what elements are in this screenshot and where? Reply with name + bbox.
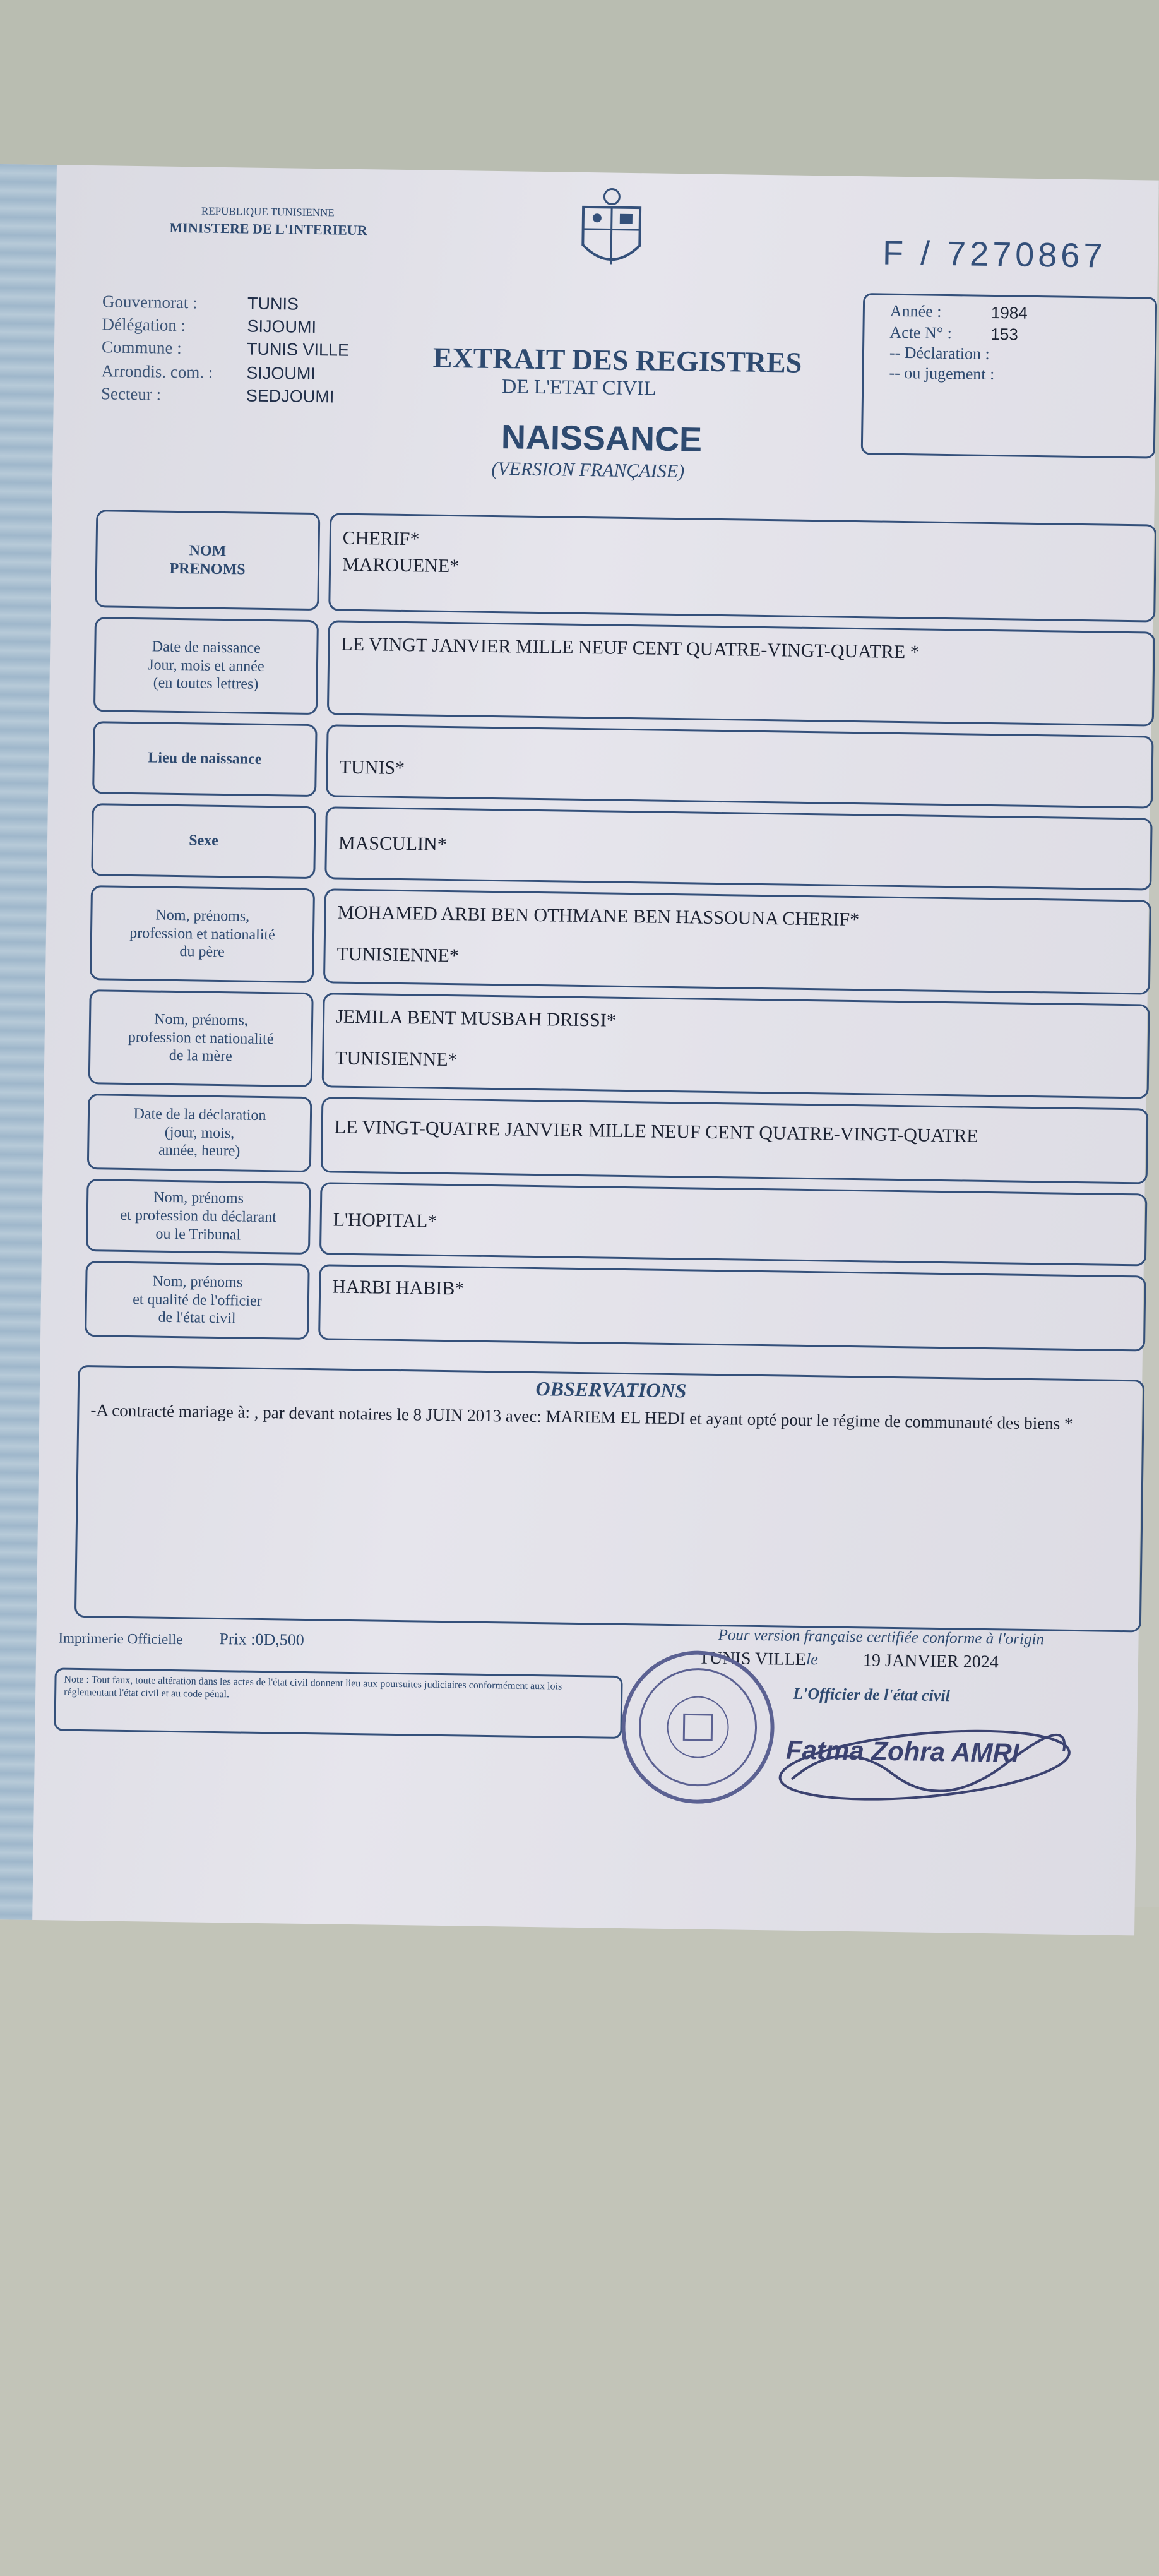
signatory-name: Fatma Zohra AMRI bbox=[785, 1734, 1019, 1768]
background-top bbox=[0, 0, 1159, 189]
admin-label: Gouvernorat : bbox=[102, 292, 198, 313]
prix-label: Prix :0D,500 bbox=[219, 1630, 304, 1649]
admin-row bbox=[102, 314, 316, 337]
field-value bbox=[318, 1264, 1146, 1351]
admin-row bbox=[102, 337, 349, 360]
value-line: TUNIS* bbox=[339, 756, 405, 779]
value-line: MAROUENE* bbox=[342, 554, 460, 577]
field-value bbox=[319, 1182, 1147, 1266]
document-title: EXTRAIT DES REGISTRES bbox=[432, 341, 802, 379]
field-label: Date de la déclaration (jour, mois, année, heure) bbox=[87, 1094, 312, 1172]
tunisia-emblem-icon bbox=[576, 185, 647, 275]
field-value bbox=[326, 724, 1153, 808]
official-stamp-icon bbox=[615, 1644, 782, 1811]
admin-value: SEDJOUMI bbox=[246, 386, 335, 407]
field-label: NOM PRENOMS bbox=[95, 510, 320, 611]
field-row-sexe bbox=[91, 803, 1152, 890]
document-subtitle: DE L'ETAT CIVIL bbox=[501, 374, 657, 400]
serial-number: F / 7270867 bbox=[882, 234, 1107, 275]
field-label: Nom, prénoms et profession du déclarant ou le Tribunal bbox=[86, 1179, 311, 1255]
document-version: (VERSION FRANÇAISE) bbox=[491, 458, 685, 482]
republic-label: REPUBLIQUE TUNISIENNE bbox=[201, 205, 335, 219]
observations-box bbox=[74, 1365, 1144, 1633]
field-label: Date de naissance Jour, mois et année (en toutes lettres) bbox=[93, 617, 319, 715]
value-line: MOHAMED ARBI BEN OTHMANE BEN HASSOUNA CHERIF* bbox=[337, 902, 860, 931]
observations-title: OBSERVATIONS bbox=[535, 1377, 687, 1402]
field-label: Nom, prénoms et qualité de l'officier de l'état civil bbox=[85, 1261, 310, 1340]
field-value bbox=[323, 888, 1151, 994]
field-value bbox=[324, 806, 1152, 890]
acte-box bbox=[861, 293, 1158, 458]
declaration-label: -- Déclaration : bbox=[889, 343, 990, 363]
field-row-date-naissance bbox=[93, 617, 1155, 726]
imprimerie-label: Imprimerie Officielle bbox=[58, 1630, 183, 1648]
value-line: L'HOPITAL* bbox=[333, 1209, 437, 1232]
certification-text: Pour version française certifiée conforme à l'origin bbox=[718, 1626, 1045, 1649]
field-row-lieu bbox=[92, 721, 1153, 808]
annee-label: Année : bbox=[889, 301, 942, 321]
field-row-officier bbox=[85, 1261, 1146, 1351]
date-value: 19 JANVIER 2024 bbox=[862, 1650, 999, 1673]
le-label: le bbox=[805, 1650, 819, 1669]
lieu-value: TUNIS VILLE bbox=[698, 1648, 807, 1670]
admin-label: Arrondis. com. : bbox=[101, 361, 213, 382]
field-row-mere bbox=[88, 989, 1150, 1099]
field-value bbox=[327, 620, 1155, 726]
admin-row bbox=[101, 384, 335, 407]
observations-text: -A contracté mariage à: , par devant notaires le 8 JUIN 2013 avec: MARIEM EL HEDI et ayant opté pour le régime de communauté des biens * bbox=[90, 1400, 1073, 1433]
value-line: LE VINGT JANVIER MILLE NEUF CENT QUATRE-VINGT-QUATRE * bbox=[341, 633, 920, 663]
admin-row bbox=[101, 361, 316, 384]
field-label: Nom, prénoms, profession et nationalité de la mère bbox=[88, 989, 314, 1087]
field-value bbox=[328, 513, 1156, 622]
admin-value: SIJOUMI bbox=[246, 363, 316, 384]
value-line: JEMILA BENT MUSBAH DRISSI* bbox=[335, 1006, 617, 1031]
admin-label: Délégation : bbox=[102, 314, 186, 335]
officier-label: L'Officier de l'état civil bbox=[793, 1684, 951, 1705]
field-row-pere bbox=[90, 885, 1151, 994]
admin-value: TUNIS bbox=[247, 294, 299, 314]
ministry-label: MINISTERE DE L'INTERIEUR bbox=[169, 219, 367, 239]
field-label: Sexe bbox=[91, 803, 316, 879]
value-line: TUNISIENNE* bbox=[336, 943, 460, 967]
jugement-label: -- ou jugement : bbox=[889, 363, 995, 384]
admin-value: TUNIS VILLE bbox=[246, 339, 350, 360]
field-value bbox=[322, 993, 1150, 1099]
value-line: CHERIF* bbox=[342, 527, 420, 550]
annee-value: 1984 bbox=[990, 302, 1028, 323]
decorative-border bbox=[0, 164, 57, 1920]
admin-row bbox=[102, 292, 299, 314]
acte-value: 153 bbox=[990, 324, 1018, 344]
field-label: Lieu de naissance bbox=[92, 721, 318, 797]
field-row-declaration bbox=[87, 1094, 1149, 1184]
field-value bbox=[321, 1097, 1149, 1184]
field-row-nom bbox=[95, 510, 1156, 622]
admin-label: Secteur : bbox=[100, 384, 162, 404]
admin-value: SIJOUMI bbox=[247, 316, 317, 337]
birth-certificate-document bbox=[0, 164, 1159, 1935]
field-label: Nom, prénoms, profession et nationalité du père bbox=[90, 885, 315, 983]
admin-label: Commune : bbox=[101, 337, 182, 358]
acte-label: Acte N° : bbox=[889, 323, 953, 343]
value-line: LE VINGT-QUATRE JANVIER MILLE NEUF CENT QUATRE-VINGT-QUATRE bbox=[334, 1116, 978, 1147]
value-line: MASCULIN* bbox=[338, 832, 447, 855]
field-row-declarant bbox=[86, 1179, 1147, 1266]
background-bottom bbox=[0, 1907, 1159, 2576]
legal-note: Note : Tout faux, toute altération dans les actes de l'état civil donnent lieu aux poursuites judiciaires conformément aux lois réglementant l'état civil et au code pénal. bbox=[54, 1667, 622, 1739]
value-line: TUNISIENNE* bbox=[335, 1047, 458, 1071]
value-line: HARBI HABIB* bbox=[331, 1276, 465, 1299]
document-type: NAISSANCE bbox=[501, 418, 703, 459]
